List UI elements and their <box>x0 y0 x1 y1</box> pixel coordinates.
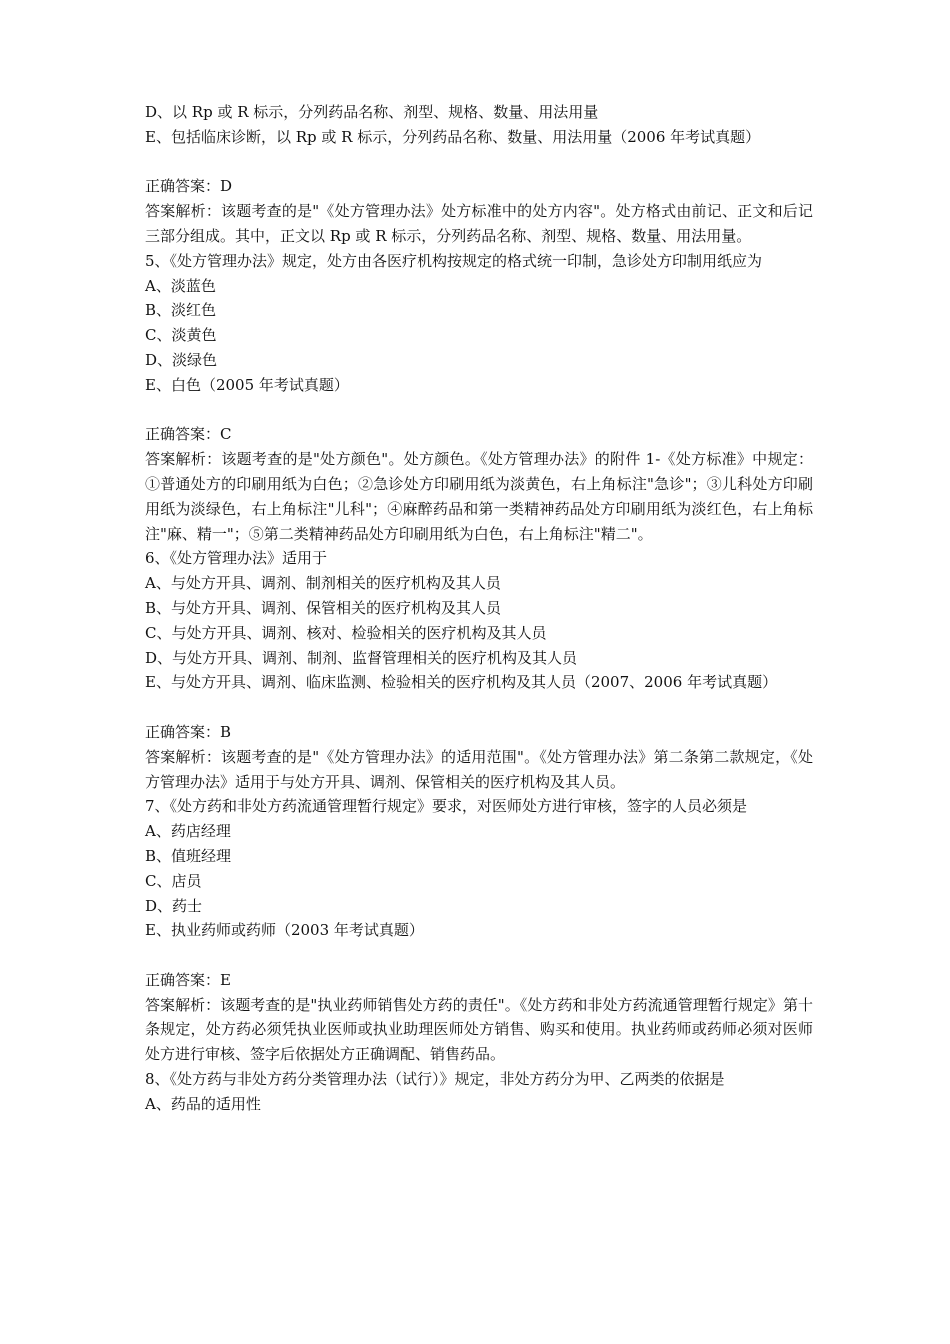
document-page <box>145 100 813 1117</box>
q4-option-d: D、以 Rp 或 R 标示，分列药品名称、剂型、规格、数量、用法用量 <box>145 103 599 121</box>
q7-analysis: 答案解析：该题考查的是"执业药师销售处方药的责任"。《处方药和非处方药流通管理暂行规定》第十条规定，处方药必须凭执业医师或执业助理医师处方销售、购买和使用。执业药师或药师必须对医师处方进行审核、签字后依据处方正确调配、销售药品。 <box>145 995 813 1064</box>
spacer <box>145 695 813 720</box>
q5-option-e: E、白色（2005 年考试真题） <box>145 375 349 394</box>
q5-option-a: A、淡蓝色 <box>145 276 216 295</box>
q6-option-e: E、与处方开具、调剂、临床监测、检验相关的医疗机构及其人员（2007、2006 年考试真题） <box>145 673 778 692</box>
q7-option-e: E、执业药师或药师（2003 年考试真题） <box>145 921 424 940</box>
q5-option-d: D、淡绿色 <box>145 350 218 369</box>
spacer <box>145 943 813 968</box>
q6-option-c: C、与处方开具、调剂、核对、检验相关的医疗机构及其人员 <box>145 623 547 642</box>
q6-question: 6、《处方管理办法》适用于 <box>145 549 328 568</box>
q4-analysis: 答案解析：该题考查的是"《处方管理办法》处方标准中的处方内容"。处方格式由前记、正文和后记三部分组成。其中，正文以 Rp 或 R 标示，分列药品名称、剂型、规格、数量、用法用量。 <box>145 202 813 245</box>
q6-option-b: B、与处方开具、调剂、保管相关的医疗机构及其人员 <box>145 598 502 617</box>
q7-question: 7、《处方药和非处方药流通管理暂行规定》要求，对医师处方进行审核，签字的人员必须是 <box>145 797 748 816</box>
spacer <box>145 398 813 423</box>
q5-analysis: 答案解析：该题考查的是"处方颜色"。处方颜色。《处方管理办法》的附件 1-《处方标准》中规定：①普通处方的印刷用纸为白色；②急诊处方印刷用纸为淡黄色，右上角标注"急诊"；③儿科处方印刷用纸为淡绿色，右上角标注"儿科"；④麻醉药品和第一类精神药品处方印刷用纸为淡红色，右上角标注"麻、精一"；⑤第二类精神药品处方印刷用纸为白色，右上角标注"精二"。 <box>145 450 813 543</box>
q7-option-a: A、药店经理 <box>145 822 231 841</box>
q7-option-b: B、值班经理 <box>145 846 232 865</box>
spacer <box>145 150 813 175</box>
q8-question: 8、《处方药与非处方药分类管理办法（试行）》规定，非处方药分为甲、乙两类的依据是 <box>145 1070 725 1089</box>
q7-option-c: C、店员 <box>145 871 202 890</box>
q5-question: 5、《处方管理办法》规定，处方由各医疗机构按规定的格式统一印制，急诊处方印制用纸应为 <box>145 251 763 270</box>
q5-option-b: B、淡红色 <box>145 301 217 320</box>
q7-option-d: D、药士 <box>145 896 203 915</box>
q6-option-d: D、与处方开具、调剂、制剂、监督管理相关的医疗机构及其人员 <box>145 648 578 667</box>
q5-option-c: C、淡黄色 <box>145 326 217 345</box>
q4-option-e: E、包括临床诊断，以 Rp 或 R 标示，分列药品名称、数量、用法用量（2006 年考试真题） <box>145 127 761 146</box>
q8-option-a: A、药品的适用性 <box>145 1094 261 1113</box>
q7-answer: 正确答案：E <box>145 970 231 989</box>
q4-answer: 正确答案：D <box>145 177 233 196</box>
q6-option-a: A、与处方开具、调剂、制剂相关的医疗机构及其人员 <box>145 574 501 593</box>
q5-answer: 正确答案：C <box>145 425 232 444</box>
q6-answer: 正确答案：B <box>145 722 232 741</box>
q6-analysis: 答案解析：该题考查的是"《处方管理办法》的适用范围"。《处方管理办法》第二条第二款规定，《处方管理办法》适用于与处方开具、调剂、保管相关的医疗机构及其人员。 <box>145 747 813 791</box>
